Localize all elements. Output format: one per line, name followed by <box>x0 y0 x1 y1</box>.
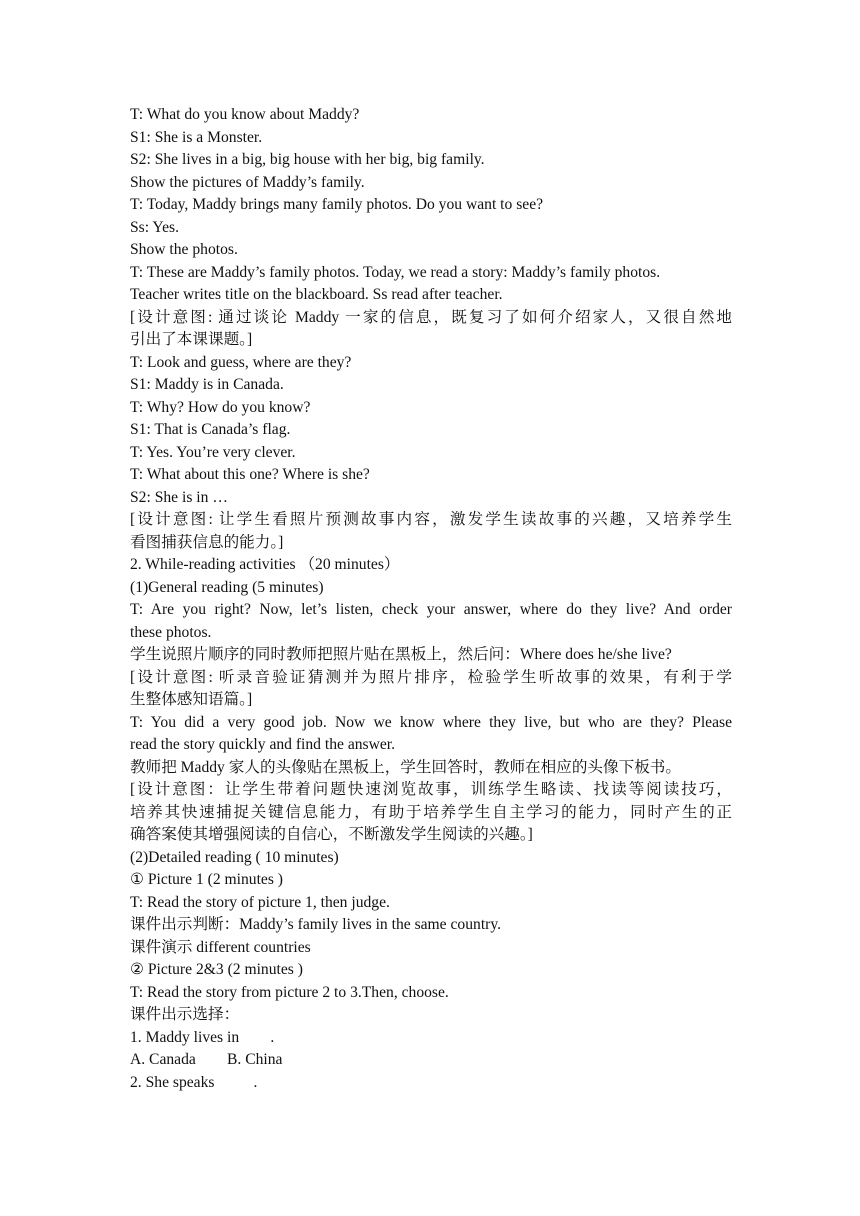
text-line: T: What about this one? Where is she? <box>130 466 370 483</box>
text-line: read the story quickly and find the answer. <box>130 736 396 753</box>
design-intent-line: [设计意图：让学生带着问题快速浏览故事，训练学生略读、找读等阅读技巧， <box>130 781 732 798</box>
text-line: T: Today, Maddy brings many family photos. Do you want to see? <box>130 196 544 213</box>
design-intent-line: [设计意图: 让学生看照片预测故事内容，激发学生读故事的兴趣，又培养学生 <box>130 511 732 528</box>
text-line: 课件出示判断：Maddy’s family lives in the same country. <box>130 916 502 933</box>
text-line: Show the photos. <box>130 241 238 258</box>
text-line: 教师把 Maddy 家人的头像贴在黑板上，学生回答时，教师在相应的头像下板书。 <box>130 758 681 776</box>
text-line: T: Are you right? Now, let’s listen, check your answer, where do they live? And order <box>130 601 732 618</box>
text-line: Show the pictures of Maddy’s family. <box>130 173 365 191</box>
subsection-heading: (2)Detailed reading ( 10 minutes) <box>130 848 339 866</box>
list-item: ① Picture 1 (2 minutes ) <box>130 871 283 888</box>
text-line: S1: She is a Monster. <box>130 128 263 146</box>
design-intent-line: 培养其快速捕捉关键信息能力，有助于培养学生自主学习的能力，同时产生的正 <box>130 803 732 821</box>
design-intent-line: 看图捕获信息的能力。] <box>130 533 284 551</box>
design-intent-line: [设计意图: 听录音验证猜测并为照片排序，检验学生听故事的效果，有利于学 <box>130 668 732 686</box>
text-line: these photos. <box>130 623 212 641</box>
lesson-plan-text <box>130 104 732 1094</box>
text-line: T: Read the story of picture 1, then judge. <box>130 893 390 911</box>
design-intent-line: 生整体感知语篇。] <box>130 691 253 708</box>
question-item: 2. She speaks . <box>130 1073 258 1091</box>
text-line: T: You did a very good job. Now we know where they live, but who are they? Please <box>130 713 732 731</box>
list-item: ② Picture 2&3 (2 minutes ) <box>130 961 303 978</box>
question-item: 1. Maddy lives in . <box>130 1028 275 1046</box>
text-line: S2: She lives in a big, big house with her big, big family. <box>130 151 485 168</box>
text-line: S2: She is in … <box>130 488 228 506</box>
text-line: T: Look and guess, where are they? <box>130 353 352 371</box>
design-intent-line: [设计意图: 通过谈论 Maddy 一家的信息，既复习了如何介绍家人，又很自然地 <box>130 308 732 326</box>
text-line: Ss: Yes. <box>130 218 179 236</box>
text-line: Teacher writes title on the blackboard. Ss read after teacher. <box>130 286 503 303</box>
text-line: 课件出示选择： <box>130 1006 240 1023</box>
subsection-heading: (1)General reading (5 minutes) <box>130 578 324 596</box>
answer-options: A. Canada B. China <box>130 1051 283 1068</box>
text-line: 课件演示 different countries <box>130 938 311 956</box>
design-intent-line: 确答案使其增强阅读的自信心，不断激发学生阅读的兴趣。] <box>130 826 533 843</box>
text-line: T: Read the story from picture 2 to 3.Then, choose. <box>130 983 449 1001</box>
text-line: T: What do you know about Maddy? <box>130 106 360 123</box>
text-line: T: Why? How do you know? <box>130 398 311 416</box>
text-line: T: These are Maddy’s family photos. Today, we read a story: Maddy’s family photos. <box>130 263 661 281</box>
design-intent-line: 引出了本课课题。] <box>130 331 253 348</box>
section-heading: 2. While-reading activities （20 minutes） <box>130 556 400 573</box>
text-line: S1: Maddy is in Canada. <box>130 376 284 393</box>
text-line: 学生说照片顺序的同时教师把照片贴在黑板上，然后问：Where does he/she live? <box>130 646 672 663</box>
text-line: T: Yes. You’re very clever. <box>130 443 296 461</box>
text-line: S1: That is Canada’s flag. <box>130 421 291 438</box>
